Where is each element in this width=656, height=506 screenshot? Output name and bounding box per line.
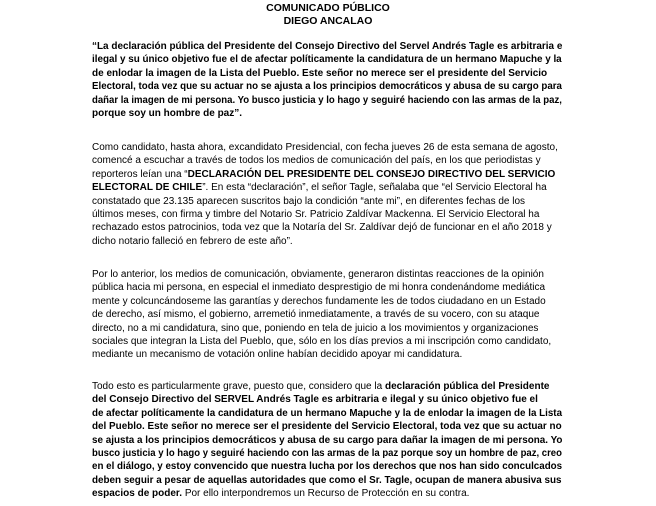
text-run: mente y colcuncándoseme las garantías y derechos fundamente les de todos ciudadano en un Estado	[92, 295, 546, 307]
text-line	[92, 281, 562, 294]
text-run: constatado que 23.135 aparecen suscritos bajo la condición “ante mi”, en diferentes fechas de los	[92, 195, 526, 207]
text-line	[92, 295, 562, 308]
text-line	[92, 407, 563, 420]
text-run: ”. En esta “declaración”, el señor Tagle, señalaba que “el Servicio Electoral ha	[202, 182, 547, 194]
bold-text-run: declaración pública del Presidente	[384, 381, 550, 392]
text-line	[92, 141, 562, 154]
text-line	[92, 474, 562, 487]
text-line	[92, 53, 562, 66]
text-line	[92, 348, 562, 361]
text-line	[92, 380, 562, 393]
bold-text-run: “La declaración pública del Presidente del Consejo Directivo del Servel Andrés Tagle es arbitraria e	[92, 41, 563, 52]
bold-text-run: ELECTORAL DE CHILE	[92, 182, 203, 194]
text-line	[92, 487, 562, 500]
text-run: pública hacia mi persona, en especial el inmediato desprestigio de mi honra condenándome mediática	[92, 282, 546, 294]
paragraph-quote	[92, 40, 562, 120]
bold-text-run: dañar la imagen de mi persona. Yo busco justicia y lo hago y seguiré haciendo con las armas de la paz,	[92, 94, 562, 106]
text-line	[92, 447, 562, 460]
text-run: rechazado estos patrocinios, toda vez que la Notaría del Sr. Zaldívar dejó de funcionar en el año 2018 y	[92, 222, 552, 234]
bold-text-run: Electoral, toda vez que su actuar no se ajusta a los principios democráticos y abusa de su cargo para	[92, 81, 562, 93]
text-line	[92, 168, 562, 181]
bold-text-run: de enlodar la imagen de la Lista del Pueblo. Este señor no merece ser el presidente del Servicio	[92, 67, 548, 79]
text-run: mediante un mecanismo de votación online habían decidido apoyar mi candidatura.	[92, 349, 463, 361]
text-line	[92, 181, 562, 194]
bold-text-run: deben seguir a pesar de aquellas autoridades que como el Sr. Tagle, ocupan de manera abusiva sus	[92, 474, 562, 486]
text-line	[92, 40, 563, 53]
text-line	[92, 460, 563, 473]
text-run: de derecho, así mismo, el gobierno, arremetió inmediatamente, a través de su vocero, con su ataque	[92, 309, 540, 321]
paragraph-reactions	[92, 268, 562, 362]
text-run: comencé a escuchar a través de todos los medios de comunicación del país, en los que periodistas y	[92, 155, 541, 167]
paragraph-conclusion	[92, 380, 562, 501]
bold-text-run: busco justicia y lo hago y seguiré haciendo con las armas de la paz porque soy un hombre de paz, creo	[92, 447, 562, 459]
bold-text-run: en el diálogo, y estoy convencido que nuestra lucha por los derechos que nos han sido conculcados	[92, 461, 563, 473]
text-line	[92, 154, 562, 167]
text-run: directo, no a mi candidatura, sino que, poniendo en tela de juicio a los movimientos y organizaciones	[92, 322, 539, 334]
bold-text-run: del Pueblo. Este señor no merece ser el presidente del Servicio Electoral, toda vez que su actuar no	[92, 421, 562, 433]
bold-text-run: del Consejo Directivo del SERVEL Andrés Tagle es arbitraria e ilegal y su único objetivo fue el	[92, 394, 538, 406]
bold-text-run: espacios de poder.	[92, 488, 185, 500]
text-line	[92, 107, 562, 120]
text-run: reporteros leían una “	[92, 168, 188, 180]
text-line	[92, 195, 562, 208]
text-run: Todo esto es particularmente grave, puesto que, considero que la	[92, 381, 385, 392]
text-run: últimos meses, con firma y timbre del Notario Sr. Patricio Zaldívar Mackenna. El Servicio Electoral ha	[92, 208, 540, 220]
bold-text-run: DECLARACIÓN DEL PRESIDENTE DEL CONSEJO DIRECTIVO DEL SERVICIO	[187, 168, 556, 180]
text-run: sociales que integran la Lista del Pueblo, que, sólo en los días previos a mi inscripción como candidato,	[92, 335, 552, 347]
text-line	[92, 221, 562, 234]
bold-text-run: se ajusta a los principios democráticos y abusa de su cargo para dañar la imagen de mi persona. Yo	[92, 434, 563, 446]
paragraph-background	[92, 141, 562, 248]
text-line	[92, 434, 563, 447]
text-line	[92, 322, 562, 335]
text-line	[92, 67, 562, 80]
document-title: COMUNICADO PÚBLICO	[266, 2, 390, 14]
text-line	[92, 420, 562, 433]
bold-text-run: porque soy un hombre de paz”.	[92, 107, 243, 119]
text-line	[92, 335, 562, 348]
text-line	[92, 308, 562, 321]
text-line	[92, 268, 562, 281]
text-line	[92, 208, 562, 221]
bold-text-run: ilegal y su único objetivo fue el de afectar políticamente la candidatura de un hermano Mapuche y la	[92, 54, 562, 66]
text-line	[92, 80, 562, 93]
text-run: Por lo anterior, los medios de comunicación, obviamente, generaron distintas reacciones de la opinión	[92, 269, 544, 280]
text-line	[92, 235, 562, 248]
text-run: Por ello interpondremos un Recurso de Protección en su contra.	[184, 488, 470, 500]
document-author: DIEGO ANCALAO	[283, 15, 373, 27]
text-line	[92, 94, 562, 107]
text-run: dicho notario falleció en febrero de este año”.	[92, 235, 293, 247]
bold-text-run: de afectar políticamente la candidatura de un hermano Mapuche y la de enlodar la imagen de la Lista	[92, 407, 563, 419]
text-run: Como candidato, hasta ahora, excandidato Presidencial, con fecha jueves 26 de esta semana de agosto,	[92, 142, 558, 153]
text-line	[92, 393, 562, 406]
